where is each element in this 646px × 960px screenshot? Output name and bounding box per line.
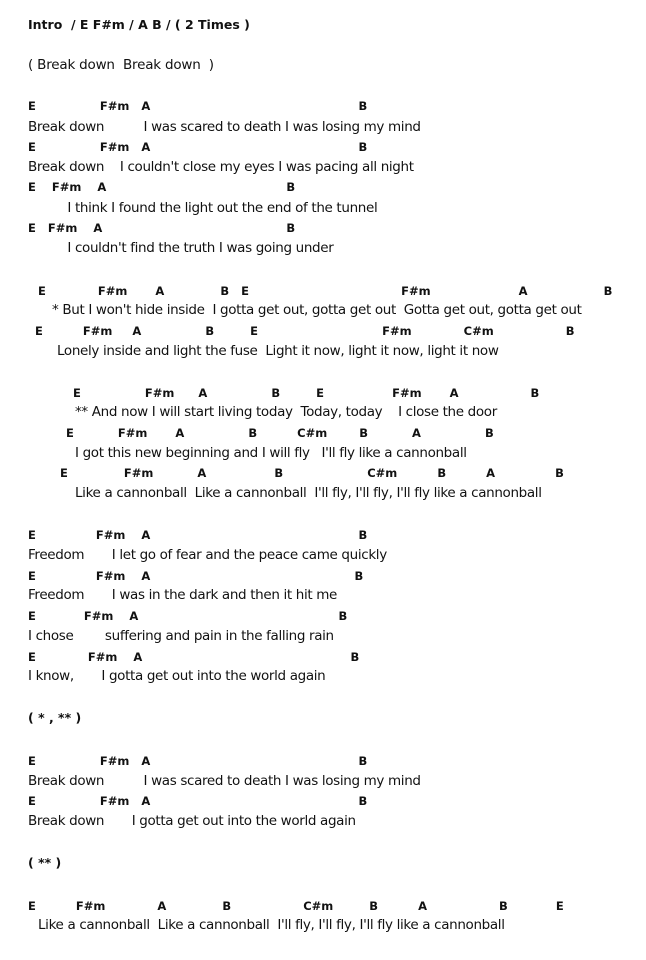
- lyric-line: Freedom I was in the dark and then it hit me: [28, 587, 337, 603]
- lyric-line: * But I won't hide inside I gotta get out, gotta get out Gotta get out, gotta get out: [52, 302, 582, 318]
- lyric-line: I couldn't find the truth I was going under: [28, 240, 334, 256]
- repeat-marker: ( ** ): [28, 855, 62, 870]
- chord-line: E F#m A B C#m B A B E: [28, 899, 564, 913]
- lyric-line: Break down I was scared to death I was losing my mind: [28, 119, 421, 135]
- chord-line: E F#m A B: [28, 609, 348, 623]
- chord-line: E F#m A B: [28, 650, 360, 664]
- lyric-line: ** And now I will start living today Today, today I close the door: [75, 404, 497, 420]
- lyric-line: Like a cannonball Like a cannonball I'll fly, I'll fly, I'll fly like a cannonball: [38, 917, 505, 933]
- intro-line: Intro / E F#m / A B / ( 2 Times ): [28, 17, 250, 32]
- chord-line: E F#m A B C#m B A B: [66, 426, 494, 440]
- lyric-line: Freedom I let go of fear and the peace came quickly: [28, 547, 387, 563]
- lyric-line: Like a cannonball Like a cannonball I'll fly, I'll fly, I'll fly like a cannonball: [75, 485, 542, 501]
- chord-line: E F#m A B: [28, 221, 296, 235]
- chord-line: E F#m A B: [28, 528, 368, 542]
- chord-line: E F#m A B E F#m A B: [38, 284, 613, 298]
- break-down-note: ( Break down Break down ): [28, 57, 214, 73]
- repeat-marker: ( * , ** ): [28, 710, 82, 725]
- chord-line: E F#m A B: [28, 140, 368, 154]
- lyric-line: I chose suffering and pain in the falling rain: [28, 628, 334, 644]
- lyric-line: Break down I couldn't close my eyes I was pacing all night: [28, 159, 414, 175]
- chord-line: E F#m A B: [28, 99, 368, 113]
- lyric-line: Lonely inside and light the fuse Light it now, light it now, light it now: [57, 343, 499, 359]
- lyric-line: I think I found the light out the end of the tunnel: [28, 200, 378, 216]
- chord-line: E F#m A B: [28, 180, 296, 194]
- lyric-line: I got this new beginning and I will fly I'll fly like a cannonball: [75, 445, 467, 461]
- chord-line: E F#m A B E F#m C#m B: [35, 324, 575, 338]
- lyric-line: Break down I gotta get out into the world again: [28, 813, 356, 829]
- chord-line: E F#m A B: [28, 569, 364, 583]
- chord-line: E F#m A B C#m B A B: [60, 466, 564, 480]
- lyric-line: I know, I gotta get out into the world again: [28, 668, 326, 684]
- chord-line: E F#m A B: [28, 754, 368, 768]
- chord-line: E F#m A B: [28, 794, 368, 808]
- lyric-line: Break down I was scared to death I was losing my mind: [28, 773, 421, 789]
- chord-line: E F#m A B E F#m A B: [73, 386, 540, 400]
